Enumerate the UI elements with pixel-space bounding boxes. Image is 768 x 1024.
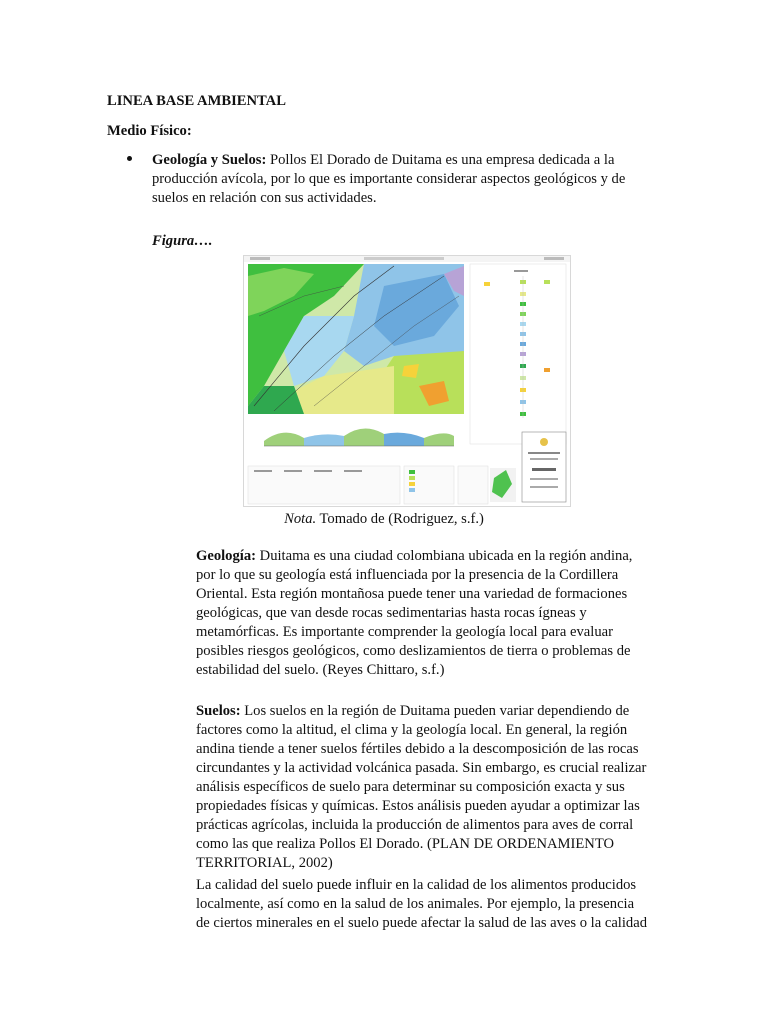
paragraph-line: La calidad del suelo puede influir en la calidad de los alimentos producidos [196, 877, 637, 893]
paragraph-line: como las que realiza Pollos El Dorado. (PLAN DE ORDENAMIENTO [196, 836, 615, 852]
geological-map-image [243, 255, 571, 507]
paragraph-line: estabilidad del suelo. (Reyes Chittaro, s.f.) [196, 662, 445, 678]
paragraph-line: análisis específicos de suelo para determinar su composición exacta y sus [196, 779, 625, 795]
paragraph-label: Geología: [196, 548, 256, 564]
paragraph-line: andina tiende a tener suelos fértiles debido a la descomposición de las rocas [196, 741, 639, 757]
section-heading: LINEA BASE AMBIENTAL [107, 93, 286, 109]
paragraph-line: geológicas, que van desde rocas sedimentarias hasta rocas ígneas y [196, 605, 587, 621]
bullet-line: suelos en relación con sus actividades. [152, 190, 377, 206]
paragraph-line: localmente, así como en la salud de los animales. Por ejemplo, la presencia [196, 896, 635, 912]
paragraph-line: prácticas agrícolas, incluida la producción de alimentos para aves de corral [196, 817, 634, 833]
paragraph-line: propiedades físicas y químicas. Estos análisis pueden ayudar a optimizar las [196, 798, 640, 814]
paragraph-line: TERRITORIAL, 2002) [196, 855, 333, 871]
paragraph-line: circundantes y la actividad volcánica pasada. Sin embargo, es crucial realizar [196, 760, 647, 776]
figure-note [0, 510, 768, 529]
paragraph-line: de ciertos minerales en el suelo puede afectar la salud de las aves o la calidad [196, 915, 647, 931]
paragraph-line: por lo que su geología está influenciada por la presencia de la Cordillera [196, 567, 619, 583]
paragraph-label: Suelos: [196, 703, 241, 719]
paragraph-line: posibles riesgos geológicos, como deslizamientos de tierra o problemas de [196, 643, 631, 659]
paragraph-calidad [196, 876, 666, 933]
figure-note-italic: Nota. [284, 511, 317, 527]
paragraph-line: factores como la altitud, el clima y la geología local. En general, la región [196, 722, 628, 738]
paragraph-line: Oriental. Esta región montañosa puede tener una variedad de formaciones [196, 586, 628, 602]
paragraph-line: Los suelos en la región de Duitama pueden variar dependiendo de [240, 703, 630, 719]
figure-label: Figura…. [152, 233, 213, 249]
figure-note-text: Tomado de (Rodriguez, s.f.) [316, 511, 484, 527]
paragraph-line: Duitama es una ciudad colombiana ubicada en la región andina, [256, 548, 633, 564]
subsection-heading: Medio Físico: [107, 123, 192, 139]
bullet-label: Geología y Suelos: [152, 152, 267, 168]
paragraph-geologia [196, 547, 666, 680]
bullet-icon [127, 156, 132, 161]
bullet-geologia-suelos [152, 151, 652, 208]
bullet-line: producción avícola, por lo que es importante considerar aspectos geológicos y de [152, 171, 626, 187]
paragraph-line: metamórficas. Es importante comprender la geología local para evaluar [196, 624, 613, 640]
paragraph-suelos [196, 702, 666, 873]
bullet-line: Pollos El Dorado de Duitama es una empresa dedicada a la [266, 152, 615, 168]
